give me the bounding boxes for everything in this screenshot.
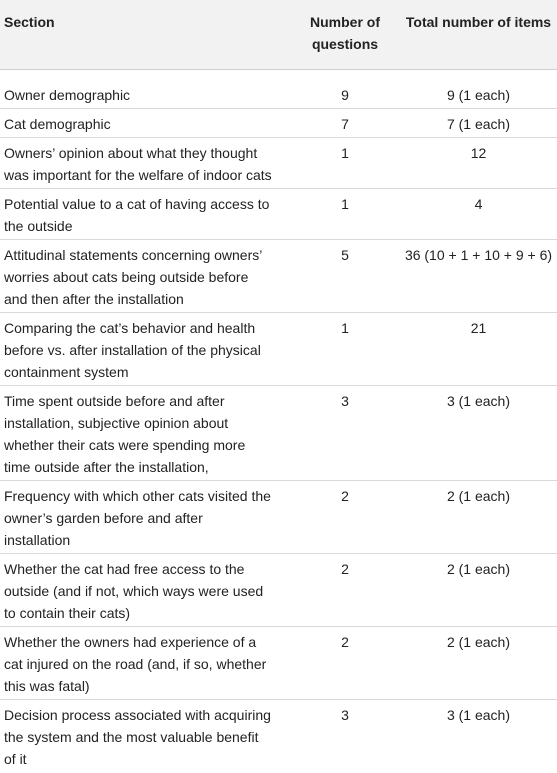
table-row bbox=[0, 481, 557, 554]
questions-cell: 2 bbox=[341, 488, 349, 504]
table-row bbox=[0, 627, 557, 700]
section-cell: Frequency with which other cats visited the owner’s garden before and after installation bbox=[4, 488, 271, 548]
items-cell: 3 (1 each) bbox=[446, 707, 511, 723]
header-row bbox=[0, 0, 557, 70]
table-row bbox=[0, 700, 557, 773]
section-cell: Owners’ opinion about what they thought was important for the welfare of indoor cats bbox=[4, 145, 272, 183]
section-cell: Whether the owners had experience of a cat injured on the road (and, if so, whether this was fatal) bbox=[4, 634, 267, 694]
table-row bbox=[0, 70, 557, 109]
questions-cell: 2 bbox=[341, 634, 349, 650]
items-cell: 2 (1 each) bbox=[446, 488, 511, 504]
table-row bbox=[0, 386, 557, 481]
items-cell: 21 bbox=[470, 320, 487, 336]
questions-cell: 3 bbox=[341, 393, 349, 409]
items-cell: 36 (10 + 1 + 10 + 9 + 6) bbox=[404, 247, 553, 263]
questions-cell: 5 bbox=[341, 247, 349, 263]
section-cell: Decision process associated with acquiring the system and the most valuable benefit of it bbox=[4, 707, 271, 767]
section-cell: Time spent outside before and after installation, subjective opinion about whether their cats were spending more time outside after the installation, bbox=[4, 393, 246, 475]
section-cell: Whether the cat had free access to the outside (and if not, which ways were used to contain their cats) bbox=[4, 561, 264, 621]
table-row bbox=[0, 313, 557, 386]
items-cell: 4 bbox=[474, 196, 483, 212]
section-cell: Cat demographic bbox=[4, 116, 111, 132]
questions-cell: 1 bbox=[341, 320, 349, 336]
questions-cell: 9 bbox=[341, 87, 349, 103]
table-body bbox=[0, 70, 557, 773]
questions-cell: 3 bbox=[341, 707, 349, 723]
section-cell: Comparing the cat’s behavior and health before vs. after installation of the physical containment system bbox=[4, 320, 261, 380]
table-row bbox=[0, 554, 557, 627]
header-section: Section bbox=[0, 0, 290, 70]
section-cell: Attitudinal statements concerning owners’ worries about cats being outside before and then after the installation bbox=[4, 247, 262, 307]
header-number-of-questions: Number of questions bbox=[290, 0, 400, 70]
section-cell: Owner demographic bbox=[4, 87, 131, 103]
items-cell: 12 bbox=[470, 145, 487, 161]
items-cell: 2 (1 each) bbox=[446, 561, 511, 577]
table-row bbox=[0, 189, 557, 240]
questions-cell: 7 bbox=[341, 116, 349, 132]
table-row bbox=[0, 138, 557, 189]
questions-cell: 2 bbox=[341, 561, 349, 577]
items-cell: 2 (1 each) bbox=[446, 634, 511, 650]
items-cell: 9 (1 each) bbox=[446, 87, 511, 103]
header-total-number-of-items: Total number of items bbox=[400, 0, 557, 70]
questions-cell: 1 bbox=[341, 196, 349, 212]
table-row bbox=[0, 240, 557, 313]
table-row bbox=[0, 109, 557, 138]
items-cell: 3 (1 each) bbox=[446, 393, 511, 409]
questions-cell: 1 bbox=[341, 145, 349, 161]
items-cell: 7 (1 each) bbox=[446, 116, 511, 132]
section-cell: Potential value to a cat of having access to the outside bbox=[4, 196, 270, 234]
table-header bbox=[0, 0, 557, 70]
